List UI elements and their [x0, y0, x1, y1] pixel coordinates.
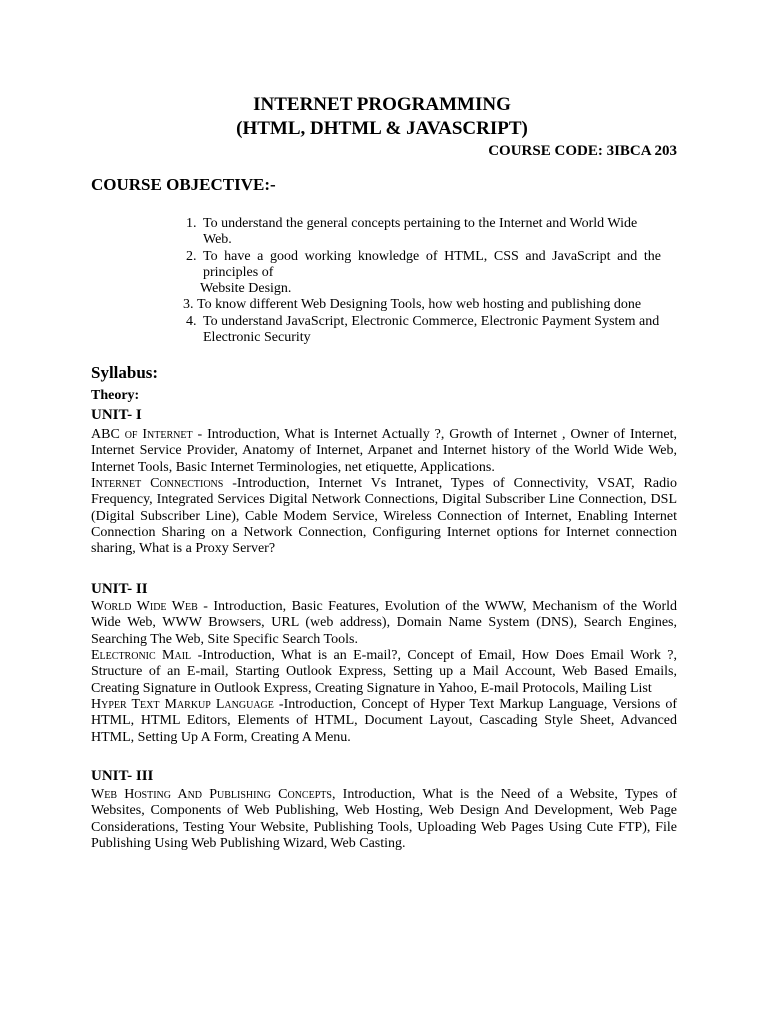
section-topic: ABC of Internet — [91, 427, 193, 442]
unit-2-section-www — [91, 599, 677, 648]
syllabus-heading: Syllabus: — [91, 363, 159, 382]
objective-text-continued: Web. — [203, 232, 232, 248]
objective-number: 1. — [186, 216, 197, 231]
unit-3-title: UNIT- III — [91, 768, 154, 784]
section-text: -Introduction, Concept of Hyper Text Markup Language, Versions of HTML, HTML Editors, Elements of HTML, Document Layout, Cascading Style Sheet, Advanced HTML, Setting Up A Form, Creating A Menu. — [91, 697, 677, 745]
unit-2-section-email — [91, 648, 677, 697]
unit-1-section-connections — [91, 476, 677, 557]
objective-item — [183, 297, 661, 313]
unit-1-section-internet — [91, 427, 677, 476]
objective-text-continued: Electronic Security — [203, 330, 311, 346]
unit-3-section-hosting — [91, 787, 677, 852]
course-code: COURSE CODE: 3IBCA 203 — [488, 143, 677, 159]
objective-text-continued: Website Design. — [200, 281, 292, 297]
theory-label: Theory: — [91, 388, 140, 403]
objective-list — [183, 216, 661, 346]
objective-text: To understand the general concepts pertaining to the Internet and World Wide — [203, 216, 638, 231]
unit-2-title: UNIT- II — [91, 581, 148, 597]
unit-1-title: UNIT- I — [91, 407, 142, 423]
section-text: , Introduction, What is the Need of a Website, Types of Websites, Components of Web Publishing, Web Hosting, Web Design And Development, Web Page Considerations, Testing Your Website, Publishing Tools, Uploading Web Pages Using Cute FTP), File Publishing Using Web Publishing Wizard, Web Casting. — [91, 787, 677, 851]
objective-number: 2. — [186, 248, 197, 264]
objective-item — [186, 249, 661, 298]
unit-2-section-html — [91, 697, 677, 746]
section-text: - Introduction, Basic Features, Evolution of the WWW, Mechanism of the World Wide Web, WWW Browsers, URL (web address), Domain Name System (DNS), Search Engines, Searching The Web, Site Specific Search Tools. — [91, 599, 678, 647]
objective-text: To have a good working knowledge of HTML, CSS and JavaScript and the principles of — [203, 248, 661, 280]
objective-number: 4. — [186, 313, 197, 329]
objective-item — [186, 216, 661, 249]
section-topic: World Wide Web — [91, 599, 198, 614]
section-topic: Hyper Text Markup Language — [91, 697, 274, 712]
section-text: - Introduction, What is Internet Actually ?, Growth of Internet , Owner of Internet, Internet Service Provider, Anatomy of Internet, Arpanet and Internet history of the World Wide Web, Internet Tools, Basic Internet Terminologies, net etiquette, Applications. — [91, 427, 677, 475]
course-subtitle: (HTML, DHTML & JAVASCRIPT) — [236, 118, 528, 139]
objective-item — [186, 314, 661, 347]
section-text: -Introduction, What is an E-mail?, Concept of Email, How Does Email Work ?, Structure of an E-mail, Starting Outlook Express, Setting up a Mail Account, Web Based Emails, Creating Signature in Outlook Express, Creating Signature in Yahoo, E-mail Protocols, Mailing List — [91, 648, 677, 696]
section-text: -Introduction, Internet Vs Intranet, Types of Connectivity, VSAT, Radio Frequency, Integrated Services Digital Network Connections, Digital Subscriber Line Connection, DSL (Digital Subscriber Line), Cable Modem Service, Wireless Connection of Internet, Enabling Internet Connection Sharing on a Network Connection, Configuring Internet options for Internet connection sharing, What is a Proxy Server? — [91, 476, 677, 557]
course-title: INTERNET PROGRAMMING — [253, 94, 511, 115]
objective-number: 3. — [183, 297, 194, 313]
section-topic: Web Hosting And Publishing Concepts — [91, 787, 332, 802]
section-topic: Internet Connections — [91, 476, 224, 491]
section-topic: Electronic Mail — [91, 648, 192, 663]
objective-heading: COURSE OBJECTIVE:- — [91, 175, 276, 194]
objective-text: To know different Web Designing Tools, how web hosting and publishing done — [197, 297, 642, 313]
objective-text: To understand JavaScript, Electronic Commerce, Electronic Payment System and — [203, 313, 660, 329]
